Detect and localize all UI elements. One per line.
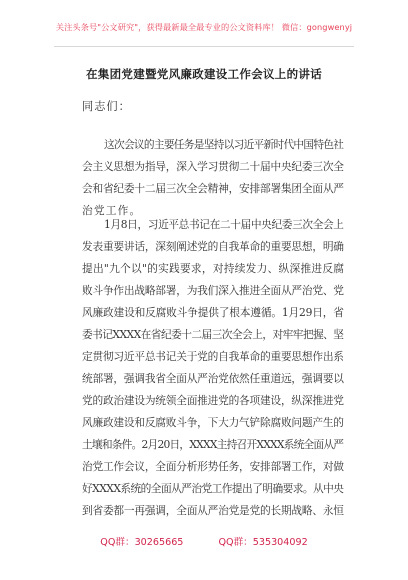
footer-qq-group-1: QQ群：30265665 bbox=[100, 537, 184, 548]
paragraph-line: 会和省纪委十二届三次全会精神，安排部署集团全面从严 bbox=[82, 182, 344, 195]
paragraph-line: 风廉政建设和反腐败斗争，下大力气铲除腐败问题产生的 bbox=[82, 416, 344, 429]
paragraph-line: 到省委都一再强调，全面从严治党是党的长期战略、永恒 bbox=[82, 504, 344, 517]
header-note: 关注头条号"公文研究"，获得最新最全最专业的公文资料库！ 微信：gongwenyj bbox=[55, 22, 353, 32]
footer-qq-group-2: QQ群：535304092 bbox=[218, 537, 308, 548]
paragraph-line: 党的政治建设为统领全面推进党的各项建设，纵深推进党 bbox=[82, 394, 344, 407]
paragraph-line: 委书记XXXX在省纪委十二届三次全会上，对牢牢把握、坚 bbox=[82, 328, 344, 341]
paragraph-line: 败斗争作出战略部署，为我们深入推进全面从严治党、党 bbox=[82, 284, 344, 297]
paragraph-line: 治党工作。 bbox=[82, 204, 142, 217]
paragraph-line: 治党工作会议，全面分析形势任务，安排部署工作，对做 bbox=[82, 460, 344, 473]
paragraph-1 bbox=[82, 134, 344, 222]
document-title: 在集团党建暨党风廉政建设工作会议上的讲话 bbox=[86, 67, 322, 81]
paragraph-line: 统部署，强调我省全面从严治党依然任重道远，强调要以 bbox=[82, 372, 344, 385]
paragraph-line: 风廉政建设和反腐败斗争提供了根本遵循。1月29日，省 bbox=[82, 306, 344, 319]
paragraph-2 bbox=[82, 214, 344, 522]
paragraph-line: 会主义思想为指导，深入学习贯彻二十届中央纪委三次全 bbox=[82, 160, 344, 173]
paragraph-line: 发表重要讲话，深刻阐述党的自我革命的重要思想，明确 bbox=[82, 240, 344, 253]
paragraph-line: 这次会议的主要任务是坚持以习近平新时代中国特色社 bbox=[104, 138, 344, 151]
salutation: 同志们： bbox=[82, 100, 131, 113]
paragraph-line: 好XXXX系统的全面从严治党工作提出了明确要求。从中央 bbox=[82, 482, 344, 495]
footer-qq-groups bbox=[0, 534, 408, 548]
header-divider bbox=[54, 46, 354, 47]
paragraph-line: 土壤和条件。2月20日，XXXX主持召开XXXX系统全面从严 bbox=[82, 438, 344, 451]
paragraph-line: 定贯彻习近平总书记关于党的自我革命的重要思想作出系 bbox=[82, 350, 344, 363]
paragraph-line: 1月8日，习近平总书记在二十届中央纪委三次全会上 bbox=[104, 218, 344, 231]
paragraph-line: 提出"九个以"的实践要求，对持续发力、纵深推进反腐 bbox=[82, 262, 344, 275]
